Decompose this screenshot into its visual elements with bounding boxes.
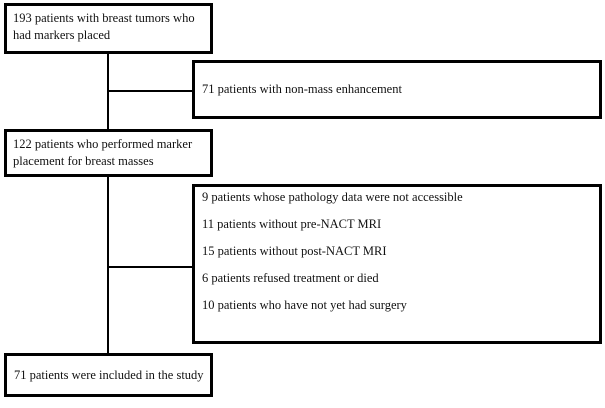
- connector-vertical-top: [107, 54, 109, 130]
- box-excluded-non-mass-text: 71 patients with non-mass enhancement: [202, 82, 402, 96]
- connector-vertical-bottom: [107, 177, 109, 353]
- box-included-study: [4, 353, 213, 397]
- box-exclusion-list: [192, 184, 602, 344]
- exclusion-line-refused-died: 6 patients refused treatment or died: [202, 271, 379, 285]
- box-marker-placement: [4, 129, 213, 177]
- exclusion-line-post-nact-mri: 15 patients without post-NACT MRI: [202, 244, 387, 258]
- box-marker-placement-text: 122 patients who performed marker placement for breast masses: [13, 137, 193, 168]
- box-included-study-text: 71 patients were included in the study: [14, 367, 204, 382]
- exclusion-line-no-surgery: 10 patients who have not yet had surgery: [202, 298, 407, 312]
- exclusion-line-pathology: 9 patients whose pathology data were not accessible: [202, 190, 463, 204]
- box-total-patients: [4, 3, 213, 54]
- box-total-patients-text: 193 patients with breast tumors who had markers placed: [13, 11, 195, 42]
- box-excluded-non-mass: [192, 60, 602, 119]
- exclusion-line-pre-nact-mri: 11 patients without pre-NACT MRI: [202, 217, 382, 231]
- connector-branch-non-mass: [107, 90, 192, 92]
- connector-branch-exclusions: [107, 266, 192, 268]
